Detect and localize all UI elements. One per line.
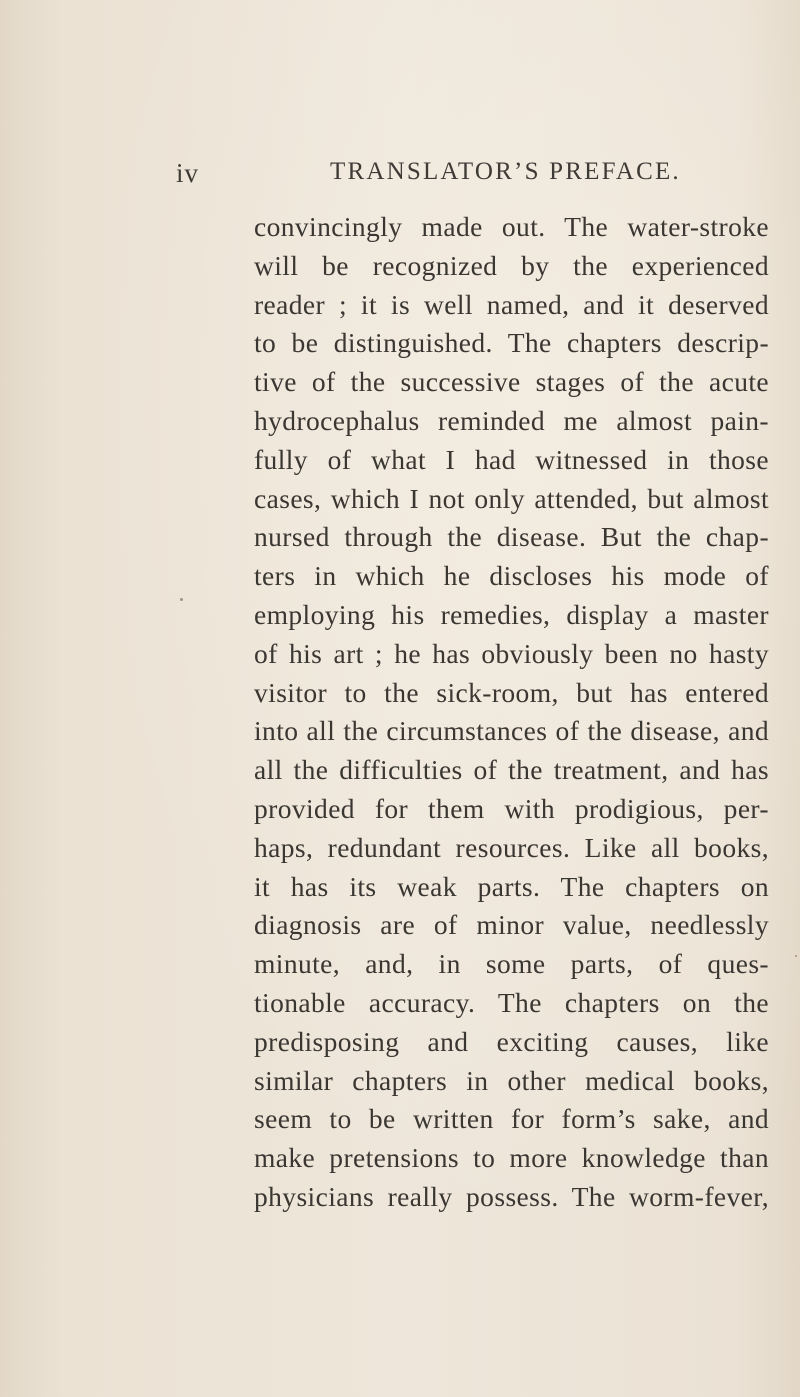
text-line: to be distinguished. The chapters descrip- — [254, 327, 769, 359]
text-line: it has its weak parts. The chapters on — [254, 870, 769, 902]
text-line: nursed through the disease. But the chap- — [254, 521, 769, 553]
text-line: haps, redundant resources. Like all books, — [254, 831, 769, 863]
text-line: all the difficulties of the treatment, and has — [254, 754, 769, 786]
text-line: diagnosis are of minor value, needlessly — [254, 909, 769, 941]
running-head — [0, 158, 800, 198]
text-line: seem to be written for form’s sake, and — [254, 1103, 769, 1135]
text-line: provided for them with prodigious, per- — [254, 792, 769, 824]
text-line: similar chapters in other medical books, — [254, 1064, 769, 1096]
page-number: iv — [176, 158, 200, 188]
text-line: minute, and, in some parts, of ques- — [254, 948, 769, 980]
text-line: visitor to the sick-room, but has entered — [254, 676, 769, 708]
text-line: hydrocephalus reminded me almost pain- — [254, 404, 769, 436]
paper-speck — [795, 955, 797, 957]
text-line: tive of the successive stages of the acute — [254, 366, 769, 398]
text-line: physicians really possess. The worm-fever, — [254, 1180, 769, 1212]
text-line: fully of what I had witnessed in those — [254, 443, 769, 475]
paper-speck — [180, 598, 183, 601]
text-line: will be recognized by the experienced — [254, 249, 769, 281]
text-line: cases, which I not only attended, but almost — [254, 482, 769, 514]
text-line: predisposing and exciting causes, like — [254, 1025, 769, 1057]
running-head-title: TRANSLATOR’S PREFACE. — [330, 158, 681, 185]
text-line: make pretensions to more knowledge than — [254, 1142, 769, 1174]
text-line: ters in which he discloses his mode of — [254, 560, 769, 592]
text-line: of his art ; he has obviously been no hasty — [254, 637, 769, 669]
text-line: into all the circumstances of the disease, and — [254, 715, 769, 747]
text-line: reader ; it is well named, and it deserved — [254, 288, 769, 320]
text-line: tionable accuracy. The chapters on the — [254, 986, 769, 1018]
text-line: convincingly made out. The water-stroke — [254, 211, 769, 242]
body-text — [254, 208, 769, 1217]
text-line: employing his remedies, display a master — [254, 598, 769, 630]
